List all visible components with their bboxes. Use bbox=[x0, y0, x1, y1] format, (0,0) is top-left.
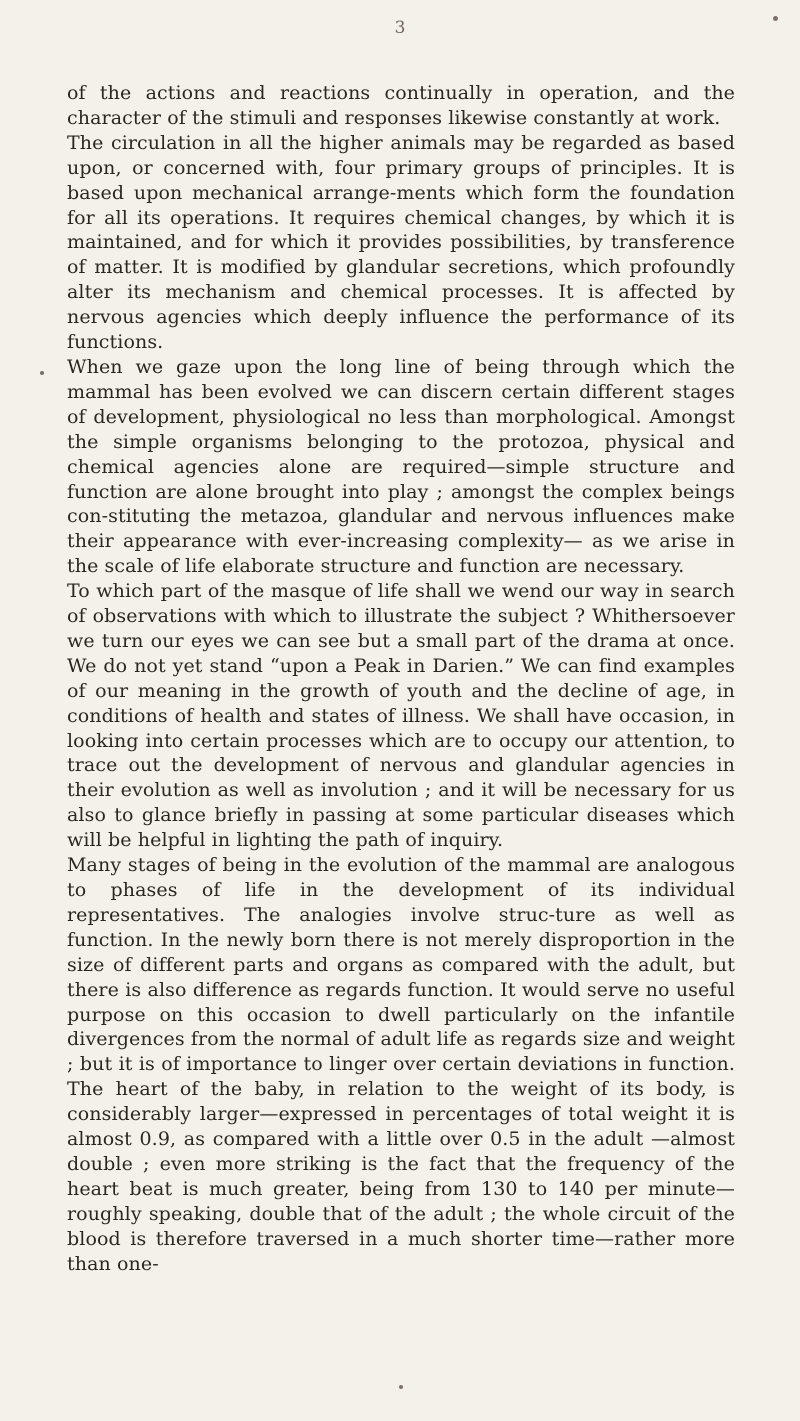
body-text bbox=[67, 81, 735, 1277]
paragraph-5: Many stages of being in the evolution of the mammal are analogous to phases of life in the development of its individual representatives. The analogies involve struc-ture as well as function. In the newly born there is not merely disproportion in the size of different parts and organs as compared with the adult, but there is also difference as regards function. It would serve no useful purpose on this occasion to dwell particularly on the infantile divergences from the normal of adult life as regards size and weight ; but it is of importance to linger over certain deviations in function. The heart of the baby, in relation to the weight of its body, is considerably larger—expressed in percentages of total weight it is almost 0.9, as compared with a little over 0.5 in the adult —almost double ; even more striking is the fact that the frequency of the heart beat is much greater, being from 130 to 140 per minute—roughly speaking, double that of the adult ; the whole circuit of the blood is therefore traversed in a much shorter time—rather more than one- bbox=[67, 854, 735, 1275]
paragraph-4: To which part of the masque of life shall we wend our way in search of observations with which to illustrate the subject ? Whithersoever we turn our eyes we can see but a small part of the drama at once. We do not yet stand “upon a Peak in Darien.” We can find examples of our meaning in the growth of youth and the decline of age, in conditions of health and states of illness. We shall have occasion, in looking into certain processes which are to occupy our attention, to trace out the development of nervous and glandular agencies in their evolution as well as involution ; and it will be necessary for us also to glance briefly in passing at some particular diseases which will be helpful in lighting the path of inquiry. bbox=[67, 580, 735, 852]
paragraph-3: When we gaze upon the long line of being through which the mammal has been evolved we can discern certain different stages of development, physiological no less than morphological. Amongst the simple organisms belonging to the protozoa, physical and chemical agencies alone are required—simple structure and function are alone brought into play ; amongst the complex beings con-stituting the metazoa, glandular and nervous influences make their appearance with ever-increasing complexity— as we arise in the scale of life elaborate structure and function are necessary. bbox=[67, 355, 735, 578]
page-number: 3 bbox=[394, 18, 406, 38]
paragraph-1: of the actions and reactions continually in operation, and the character of the stimuli and responses likewise constantly at work. bbox=[67, 82, 735, 129]
paragraph-2: The circulation in all the higher animals may be regarded as based upon, or concerned with, four primary groups of principles. It is based upon mechanical arrange-ments which form the foundation for all its operations. It requires chemical changes, by which it is maintained, and for which it provides possibilities, by transference of matter. It is modified by glandular secretions, which profoundly alter its mechanism and chemical processes. It is affected by nervous agencies which deeply influence the performance of its functions. bbox=[67, 131, 735, 354]
margin-speck-mark bbox=[40, 371, 44, 375]
bottom-speck-mark bbox=[399, 1385, 403, 1389]
